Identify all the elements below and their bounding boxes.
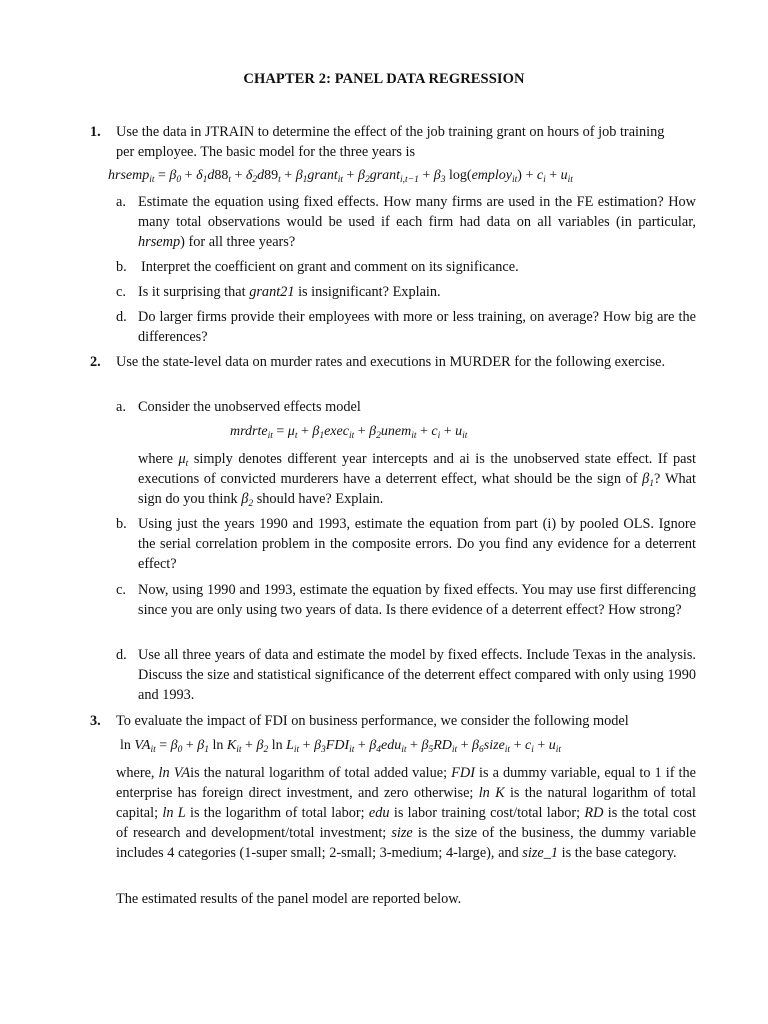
q2b-text: Using just the years 1990 and 1993, estimate the equation from part (i) by pooled OLS. Ignore the serial correlation problem in the composite errors. Do you find any evidence for a deterrent effect? — [138, 516, 696, 572]
q3-where-7: is the total cost of research and development/total investment; — [116, 805, 697, 841]
q3-lnk-symbol: ln K — [478, 785, 505, 801]
q2d-label: d. — [116, 647, 127, 663]
q2-intro: Use the state-level data on murder rates and executions in MURDER for the following exercise. — [116, 354, 666, 370]
q1-equation: hrsemp$_{it}$ = $\beta_0 + \delta_1d88_t + \delta_2d89_t$ + $\beta_1grant_{it}$ + $\beta_2grant_{i,t-1} + \beta_3$ log(employ$_{it}$) + $c_i + u_{it}$ — [108, 168, 573, 185]
q2a-beta1-symbol: $\beta_1$ — [642, 471, 655, 489]
q2-number: 2. — [90, 354, 101, 370]
q1a-text-body: Estimate the equation using fixed effects. How many firms are used in the FE estimation? How many total observations would be used if each firm had data on all variables (in particular, — [138, 194, 696, 230]
q1a-label: a. — [116, 194, 126, 210]
q2a-where-3: ? What sign do you think — [138, 471, 696, 507]
q1d-label: d. — [116, 309, 127, 325]
q1c-text-pre: Is it surprising that — [138, 284, 246, 300]
q2a-where-2: simply denotes different year intercepts and ai is the unobserved state effect. If past executions of convicted murderers have a deterrent effect, what should be the sign of — [138, 451, 697, 487]
q3-lnva-symbol: ln VA — [158, 765, 191, 781]
q1-intro-line1: Use the data in JTRAIN to determine the effect of the job training grant on hours of job training — [116, 124, 665, 140]
q2a-where-4: should have? Explain. — [256, 491, 384, 507]
q3-number: 3. — [90, 713, 101, 729]
q1-intro — [116, 122, 696, 162]
q2b-label: b. — [116, 516, 127, 532]
q3-equation: $\ln VA_{it} = \beta_0 + \beta_1$ $\ln K_{it} + \beta_2$ $\ln L_{it} + \beta_3FDI_{it} + \beta_4edu_{it} + \beta_5RD_{it}$ + $\beta_6size_{it} + c_i + u_{it}$ — [120, 738, 562, 755]
q3-where-4: is the natural logarithm of total capital; — [116, 785, 696, 821]
q3-rd-symbol: RD — [584, 805, 604, 821]
q3-edu-symbol: edu — [368, 805, 390, 821]
q2a-mu-symbol: $\mu_t$ — [178, 451, 189, 469]
q1a-italic-hrsemp: hrsemp — [138, 234, 181, 250]
q3-size-symbol: size — [391, 825, 413, 841]
q3-where-1: where, — [116, 765, 155, 781]
q1b-label: b. — [116, 259, 127, 275]
q2d-text: Use all three years of data and estimate the model by fixed effects. Include Texas in the analysis. Discuss the size and statistical significance of the deterrent effect compared with only using 1990 and 1993. — [138, 647, 696, 703]
q2a-text: Consider the unobserved effects model — [138, 399, 361, 415]
q3-lnl-symbol: ln L — [162, 805, 186, 821]
q1c-text — [138, 282, 696, 302]
q3-where-6: is labor training cost/total labor; — [393, 805, 581, 821]
page-title: CHAPTER 2: PANEL DATA REGRESSION — [243, 71, 525, 87]
q2c-label: c. — [116, 582, 126, 598]
q3-where-8: is the size of the business, the dummy variable includes 4 categories (1-super small; 2-small; 3-medium; 4-large), and — [116, 825, 696, 861]
q3-where-2: is the natural logarithm of total added value; — [190, 765, 448, 781]
q3-intro: To evaluate the impact of FDI on business performance, we consider the following model — [116, 713, 629, 729]
q1d-text: Do larger firms provide their employees with more or less training, on average? How big are the differences? — [138, 309, 696, 345]
q2a-where-1: where — [138, 451, 173, 467]
q1-intro-line2: per employee. The basic model for the three years is — [116, 144, 416, 160]
q3-where-5: is the logarithm of total labor; — [190, 805, 365, 821]
q1b-text: Interpret the coefficient on grant and comment on its significance. — [141, 259, 519, 275]
q1a-text — [138, 192, 696, 252]
q3-where-3: is a dummy variable, equal to 1 if the enterprise has foreign direct investment, and zero otherwise; — [116, 765, 696, 801]
q2c-text: Now, using 1990 and 1993, estimate the equation by fixed effects. You may use first differencing since you are only using two years of data. Is there evidence of a deterrent effect? How strong? — [138, 582, 696, 618]
q2a-where — [138, 449, 696, 509]
q3-where-9: is the base category. — [561, 845, 677, 861]
q2-equation: mrdrte$_{it}$ = $\mu_t$ + $\beta_1exec_{it}$ + $\beta_2unem_{it} + c_i + u_{it}$ — [230, 424, 468, 441]
q1c-italic-grant21: grant21 — [249, 284, 295, 300]
q2a-beta2-symbol: $\beta_2$ — [241, 491, 254, 509]
q3-where — [116, 763, 696, 863]
q3-size1-symbol: size_1 — [522, 845, 559, 861]
q3-closing: The estimated results of the panel model are reported below. — [116, 891, 462, 907]
q1-number: 1. — [90, 124, 101, 140]
q1a-text-end: ) for all three years? — [180, 234, 296, 250]
q2a-label: a. — [116, 399, 126, 415]
q1c-text-post: is insignificant? Explain. — [298, 284, 441, 300]
q1c-label: c. — [116, 284, 126, 300]
q3-fdi-symbol: FDI — [451, 765, 475, 781]
